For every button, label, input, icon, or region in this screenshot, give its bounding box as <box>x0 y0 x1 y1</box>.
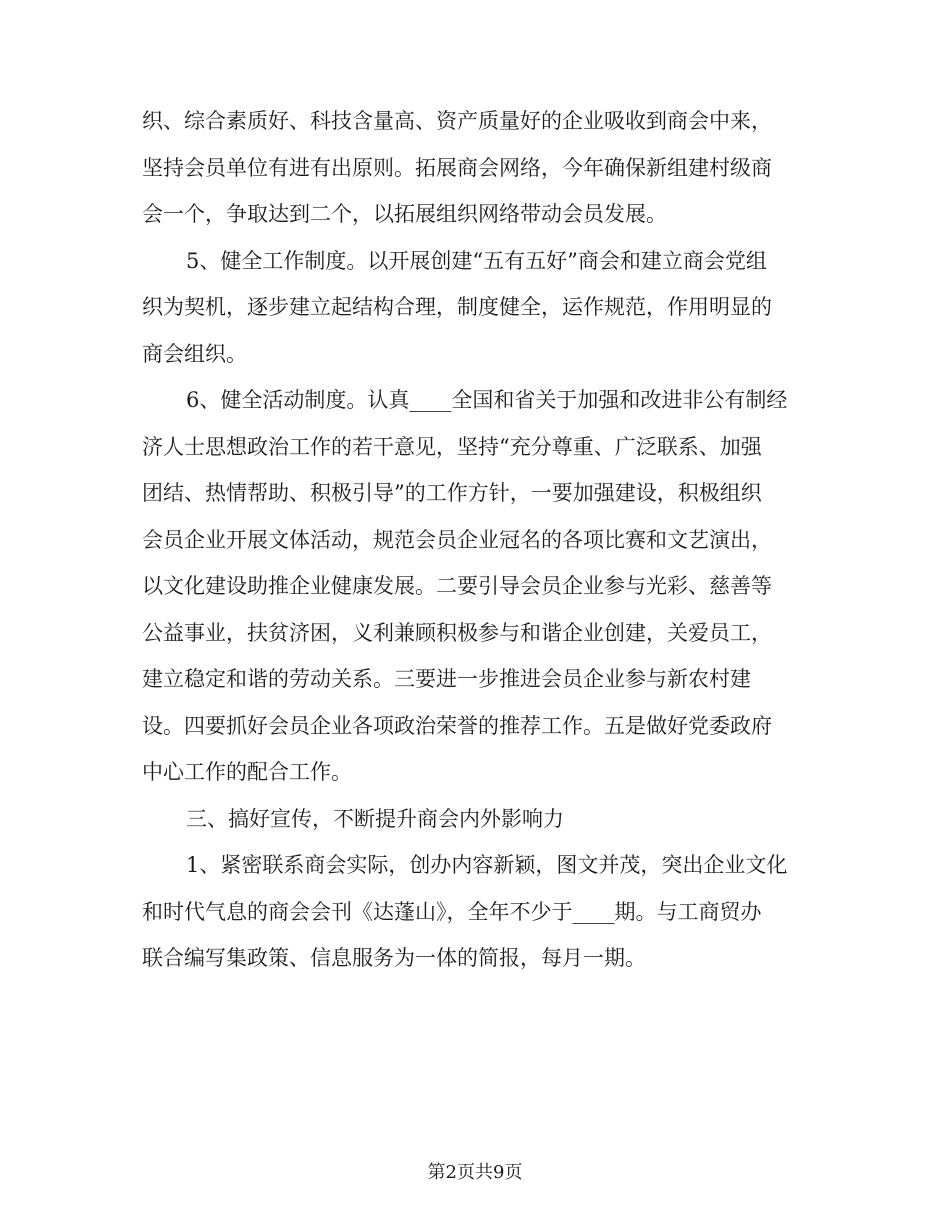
text-line: 以文化建设助推企业健康发展。二要引导会员企业参与光彩、慈善等 <box>142 574 772 598</box>
text-line: 中心工作的配合工作。 <box>142 760 352 784</box>
text-line: 建立稳定和谐的劳动关系。三要进一步推进会员企业参与新农村建 <box>142 667 751 691</box>
document-body <box>142 98 814 982</box>
page-number-footer: 第2页共9页 <box>427 1162 523 1183</box>
paragraph-start-line: 6、健全活动制度。认真____全国和省关于加强和改进非公有制经 <box>186 388 788 412</box>
text-line: 设。四要抓好会员企业各项政治荣誉的推荐工作。五是做好党委政府 <box>142 713 772 738</box>
text-line: 会员企业开展文体活动，规范会员企业冠名的各项比赛和文艺演出， <box>142 527 772 552</box>
text-line: 团结、热情帮助、积极引导”的工作方针，一要加强建设，积极组织 <box>142 481 762 505</box>
text-line: 会一个，争取达到二个，以拓展组织网络带动会员发展。 <box>142 202 667 226</box>
text-line: 织、综合素质好、科技含量高、资产质量好的企业吸收到商会中来， <box>142 109 772 133</box>
paragraph-start-line: 5、健全工作制度。以开展创建“五有五好”商会和建立商会党组 <box>186 248 767 273</box>
text-line: 联合编写集政策、信息服务为一体的简报，每月一期。 <box>142 946 646 970</box>
text-line: 织为契机，逐步建立起结构合理，制度健全，运作规范，作用明显的 <box>142 295 772 319</box>
text-line: 和时代气息的商会会刊《达蓬山》，全年不少于____期。与工商贸办 <box>142 899 762 924</box>
text-line: 坚持会员单位有进有出原则。拓展商会网络，今年确保新组建村级商 <box>142 155 772 180</box>
section-heading: 三、搞好宣传，不断提升商会内外影响力 <box>186 806 564 831</box>
text-line: 济人士思想政治工作的若干意见，坚持“充分尊重、广泛联系、加强 <box>142 434 762 459</box>
paragraph-start-line: 1、紧密联系商会实际，创办内容新颖，图文并茂，突出企业文化 <box>186 853 788 877</box>
text-line: 公益事业，扶贫济困，义利兼顾积极参与和谐企业创建，关爱员工， <box>142 620 772 645</box>
text-line: 商会组织。 <box>142 341 247 366</box>
